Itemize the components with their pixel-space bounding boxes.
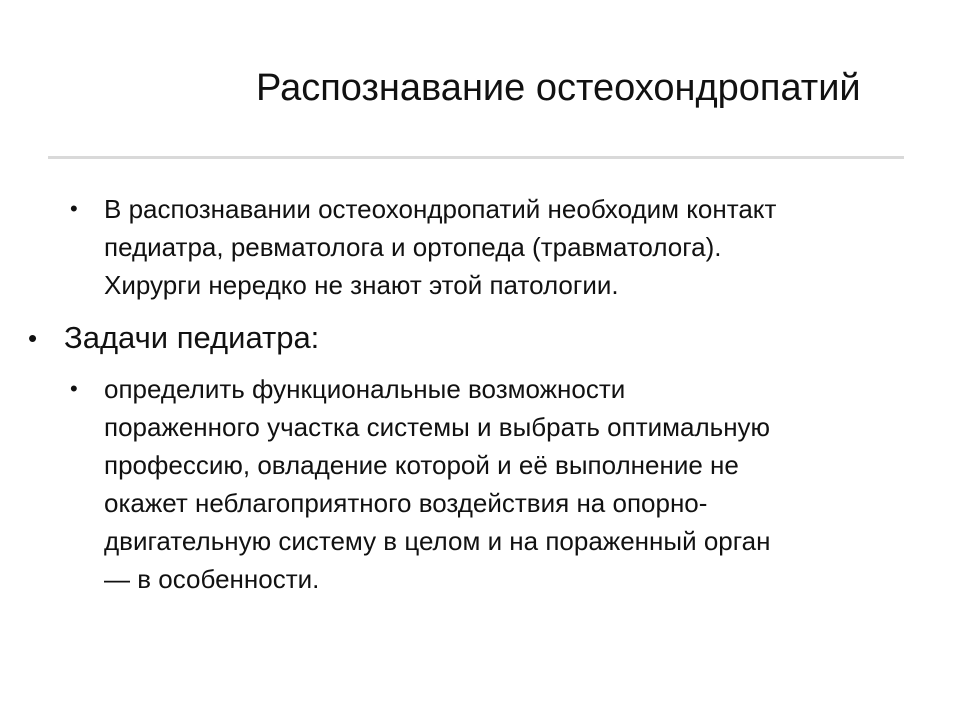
bullet-text	[104, 190, 950, 304]
bullet-line: Хирурги нередко не знают этой патологии.	[104, 270, 619, 300]
bullet-line: пораженного участка системы и выбрать оптимальную	[104, 412, 771, 442]
bullet-line: — в особенности.	[104, 564, 320, 594]
bullet-marker: •	[70, 196, 78, 221]
bullet-line: В распознавании остеохондропатий необходим контакт	[104, 194, 777, 224]
bullet-line: определить функциональные возможности	[104, 374, 626, 404]
title-divider	[48, 156, 904, 159]
bullet-marker: •	[28, 323, 38, 353]
slide-title: Распознавание остеохондропатий	[256, 67, 861, 109]
bullet-line: Задачи педиатра:	[64, 320, 320, 355]
bullet-line: педиатра, ревматолога и ортопеда (травматолога).	[104, 232, 722, 262]
bullet-line: двигательную систему в целом и на пораженный орган	[104, 526, 771, 556]
bullet-line: профессию, овладение которой и её выполнение не	[104, 450, 739, 480]
bullet-marker: •	[70, 376, 78, 401]
bullet-text	[104, 370, 950, 598]
bullet-text	[64, 318, 319, 358]
bullet-line: окажет неблагоприятного воздействия на опорно-	[104, 488, 708, 518]
